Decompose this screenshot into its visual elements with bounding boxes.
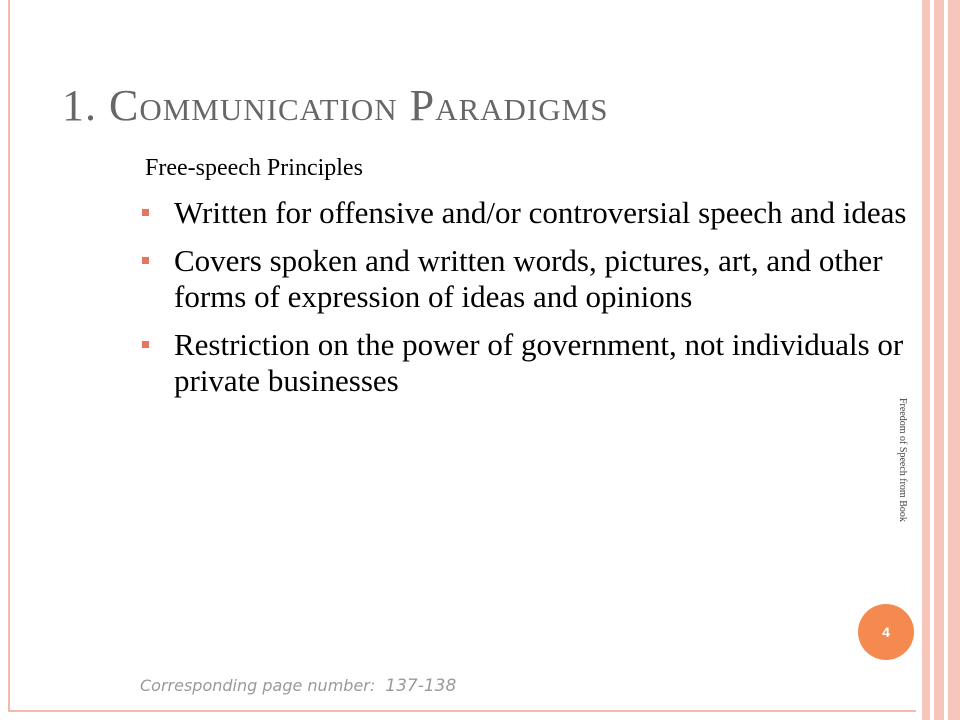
bullet-item xyxy=(140,195,940,231)
bullet-text: Covers spoken and written words, pictures, art, and other forms of expression of ideas and opinions xyxy=(174,243,883,314)
bullet-item xyxy=(140,327,940,399)
slide-title: 1. Communication Paradigms xyxy=(62,81,609,130)
side-note: Freedom of Speech from Book xyxy=(897,398,908,522)
footer-page-range: 137-138 xyxy=(385,676,457,696)
bullet-list xyxy=(140,195,940,411)
bullet-text: Written for offensive and/or controversial speech and ideas xyxy=(174,195,907,230)
slide-subtitle: Free-speech Principles xyxy=(145,155,363,181)
square-bullet-icon xyxy=(142,341,149,348)
square-bullet-icon xyxy=(142,257,149,264)
footer xyxy=(140,676,456,696)
square-bullet-icon xyxy=(142,209,149,216)
footer-label: Corresponding page number: xyxy=(140,676,376,695)
bullet-item xyxy=(140,243,940,315)
bullet-text: Restriction on the power of government, not individuals or private businesses xyxy=(174,327,904,398)
page-number-badge: 4 xyxy=(858,604,914,660)
